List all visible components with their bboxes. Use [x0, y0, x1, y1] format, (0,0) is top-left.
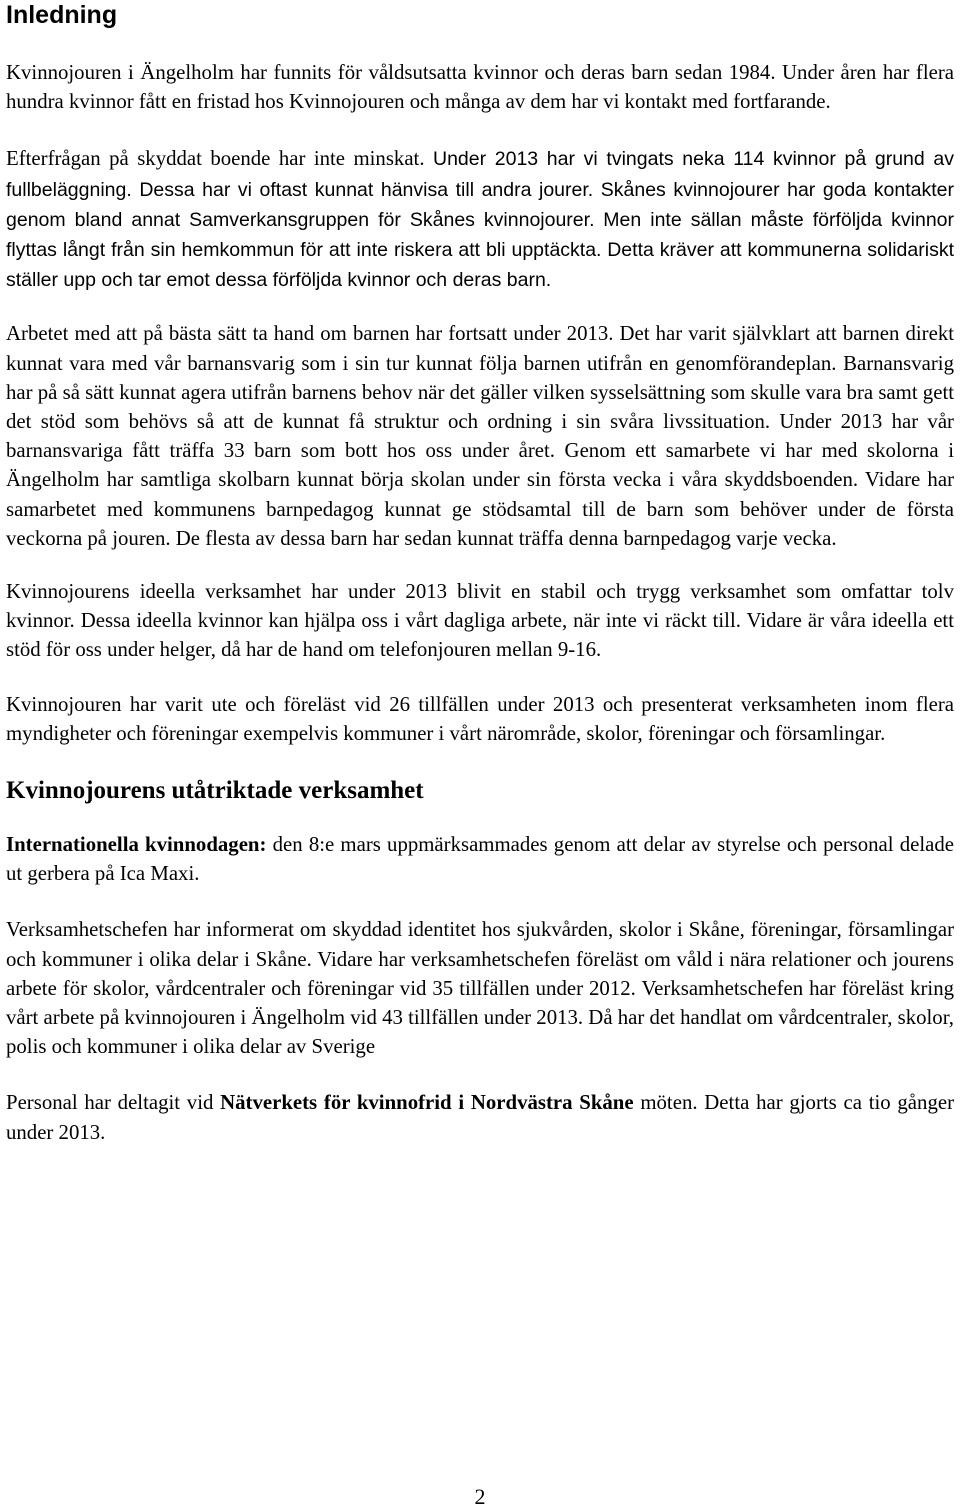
paragraph-volunteers: Kvinnojourens ideella verksamhet har under 2013 blivit en stabil och trygg verksamhet som omfattar tolv kvinnor. Dessa ideella kvinnor kan hjälpa oss i vårt dagliga arbete, när inte vi räckt till. Vidare är våra ideella ett stöd för oss under helger, då har de hand om telefonjouren mellan 9-16.	[6, 580, 954, 662]
paragraph-demand-s2: Under 2013 har vi tvingats neka 114 kvinnor på grund av fullbeläggning. Dessa har vi oftast kunnat hänvisa till andra jourer. Skånes kvinnojourer har goda kontakter genom bland annat Samverkansgruppen för Skånes kvinnojourer.	[6, 148, 954, 231]
network-text-after: möten. Detta har gjorts ca tio gånger under 2013.	[6, 1091, 954, 1144]
heading-inledning: Inledning	[6, 1, 118, 29]
paragraph-demand	[6, 144, 954, 295]
network-text-before: Personal har deltagit vid	[6, 1091, 221, 1115]
paragraph-children: Arbetet med att på bästa sätt ta hand om barnen har fortsatt under 2013. Det har varit självklart att barnen direkt kunnat vara med vår barnansvarig som i sin tur kunnat följa barnen utifrån en genomförandeplan. Barnansvarig har på så sätt kunnat agera utifrån barnens behov när det gäller vilken sysselsättning som skulle vara bra samt gett det stöd som behövs så att de kunnat få struktur och ordning i sin svåra livssituation. Under 2013 har vår barnansvariga fått träffa 33 barn som bott hos oss under året. Genom ett samarbete vi har med skolorna i Ängelholm har samtliga skolbarn kunnat börja skolan under sin första vecka i våra skyddsboenden. Vidare har samarbetet med kommunens barnpedagog kunnat ge stödsamtal till de barn som behöver under de första veckorna på jouren. De flesta av dessa barn har sedan kunnat träffa denna barnpedagog varje vecka.	[6, 322, 954, 550]
paragraph-demand-s4: Detta kräver att kommunerna solidariskt ställer upp och tar emot dessa förföljda kvinnor och deras barn.	[6, 239, 954, 292]
paragraph-network	[6, 1088, 954, 1146]
womens-day-text: den 8:e mars uppmärksammades genom att delar av styrelse och personal delade ut gerbera på Ica Maxi.	[6, 833, 954, 886]
document-page	[6, 0, 954, 1147]
womens-day-label: Internationella kvinnodagen:	[6, 833, 267, 857]
paragraph-manager: Verksamhetschefen har informerat om skyddad identitet hos sjukvården, skolor i Skåne, föreningar, församlingar och kommuner i olika delar i Skåne. Vidare har verksamhetschefen föreläst om våld i nära relationer och jourens arbete för skolor, vårdcentraler och föreningar vid 35 tillfällen under 2012. Verksamhetschefen har föreläst kring vårt arbete på kvinnojouren i Ängelholm vid 43 tillfällen under 2013. Då har det handlat om vårdcentraler, skolor, polis och kommuner i olika delar av Sverige	[6, 918, 954, 1059]
paragraph-lectures: Kvinnojouren har varit ute och föreläst vid 26 tillfällen under 2013 och presenterat verksamheten inom flera myndigheter och föreningar exempelvis kommuner i vårt närområde, skolor, föreningar och församlingar.	[6, 692, 954, 745]
network-name: Nätverkets för kvinnofrid i Nordvästra Skåne	[220, 1091, 634, 1115]
paragraph-womens-day	[6, 830, 954, 888]
page-number: 2	[474, 1484, 486, 1509]
paragraph-demand-s3: Men inte sällan måste förföljda kvinnor flyttas långt från sin hemkommun för att inte riskera att bli upptäckta.	[6, 208, 954, 262]
paragraph-intro: Kvinnojouren i Ängelholm har funnits för våldsutsatta kvinnor och deras barn sedan 1984. Under åren har flera hundra kvinnor fått en fristad hos Kvinnojouren och många av dem har vi kontakt med fortfarande.	[6, 61, 954, 114]
paragraph-demand-s1: Efterfrågan på skyddat boende har inte minskat.	[6, 147, 425, 171]
heading-outreach: Kvinnojourens utåtriktade verksamhet	[6, 777, 424, 805]
